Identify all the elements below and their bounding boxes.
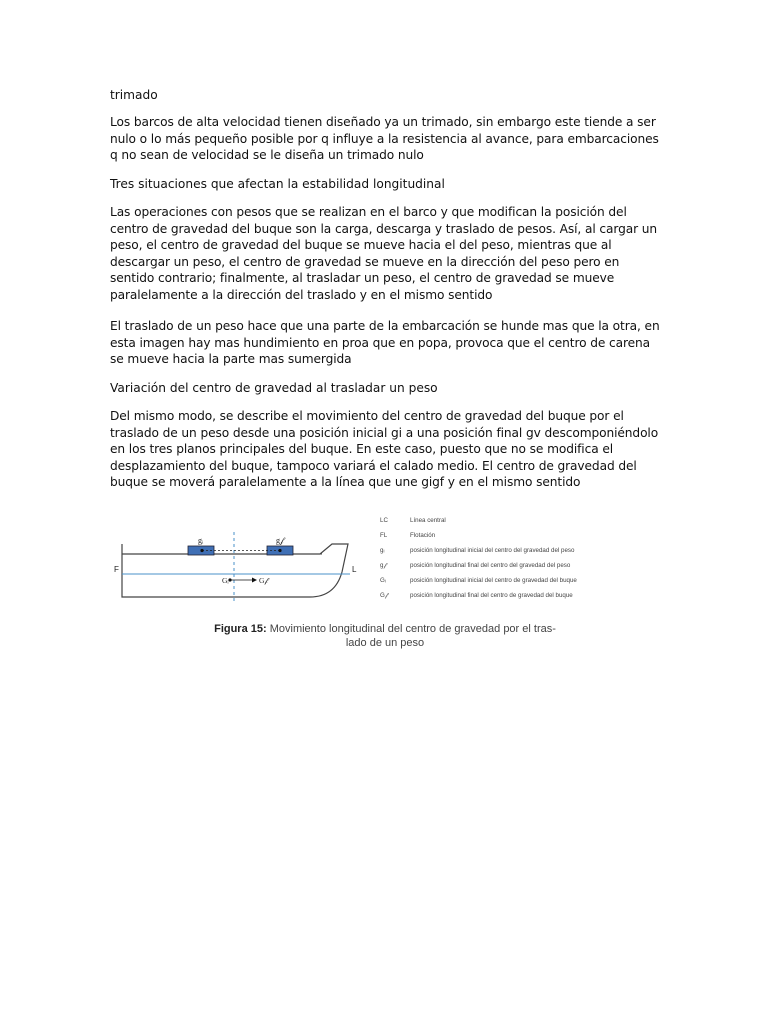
legend-key-4: Gᵢ	[380, 577, 386, 584]
legend-desc-3: posición longitudinal final del centro del gravedad del peso	[410, 562, 571, 569]
paragraph-mismo-modo: Del mismo modo, se describe el movimiento del centro de gravedad del buque por el traslado de un peso desde una posición inicial gi a una posición final gv descomponiéndolo en los tres planos principales del buque. En este caso, puesto que no se modifica el desplazamiento del buque, tampoco variará el calado medio. El centro de gravedad del buque se moverá paralelamente a la línea que une gigf y en el mismo sentido	[110, 409, 659, 490]
paragraph-traslado-peso: El traslado de un peso hace que una parte de la embarcación se hunde mas que la otra, en esta imagen hay mas hundimiento en proa que en popa, provoca que el centro de carena se mueve hacia la parte mas sumergida	[110, 319, 660, 367]
label-gi: gᵢ	[198, 536, 204, 545]
legend-key-5: G𝒻	[380, 592, 388, 599]
legend-key-2: gᵢ	[380, 547, 385, 554]
legend-desc-1: Flotación	[410, 532, 436, 539]
legend-desc-0: Línea central	[410, 517, 446, 524]
paragraph-alta-velocidad: Los barcos de alta velocidad tienen diseñado ya un trimado, sin embargo este tiende a ser nulo o lo más pequeño posible por q influye a la resistencia al avance, para embarcaciones q no sean de velocidad se le diseña un trimado nulo	[110, 115, 659, 163]
legend-key-0: LC	[380, 517, 388, 524]
caption-text: Movimiento longitudinal del centro de gravedad por el tras-	[266, 623, 556, 635]
label-Gf: G𝒻	[259, 576, 268, 585]
heading-tres-situaciones: Tres situaciones que afectan la estabilidad longitudinal	[110, 177, 445, 191]
label-F: F	[114, 565, 119, 574]
legend-desc-5: posición longitudinal final del centro de gravedad del buque	[410, 592, 573, 599]
ship-diagram	[110, 512, 655, 622]
legend-key-3: g𝒻	[380, 562, 387, 569]
figure-caption	[185, 622, 585, 650]
label-L: L	[352, 565, 357, 574]
arrow-head	[252, 578, 257, 583]
paragraph-operaciones-pesos: Las operaciones con pesos que se realizan en el barco y que modifican la posición del centro de gravedad del buque son la carga, descarga y traslado de pesos. Así, al cargar un peso, el centro de gravedad del buque se mueve hacia el del peso, mientras que al descargar un peso, el centro de gravedad se mueve en la dirección del peso pero en sentido contrario; finalmente, al trasladar un peso, el centro de gravedad se mueve paralelamente a la dirección del traslado y en el mismo sentido	[110, 205, 658, 302]
label-gf: g𝒻	[276, 536, 284, 545]
heading-trimado: trimado	[110, 88, 158, 102]
legend-desc-4: posición longitudinal inicial del centro de gravedad del buque	[410, 577, 577, 584]
caption-line-1	[185, 622, 585, 636]
gf-point	[278, 549, 281, 552]
gi-point	[200, 549, 203, 552]
caption-line-2: lado de un peso	[345, 637, 425, 649]
heading-variacion: Variación del centro de gravedad al trasladar un peso	[110, 381, 438, 395]
label-Gi: Gᵢ	[222, 576, 229, 585]
legend-desc-2: posición longitudinal inicial del centro del gravedad del peso	[410, 547, 575, 554]
ship-hull	[122, 544, 348, 597]
legend-key-1: FL	[380, 532, 388, 539]
caption-label: Figura 15:	[214, 623, 267, 635]
figure-legend	[380, 517, 577, 599]
